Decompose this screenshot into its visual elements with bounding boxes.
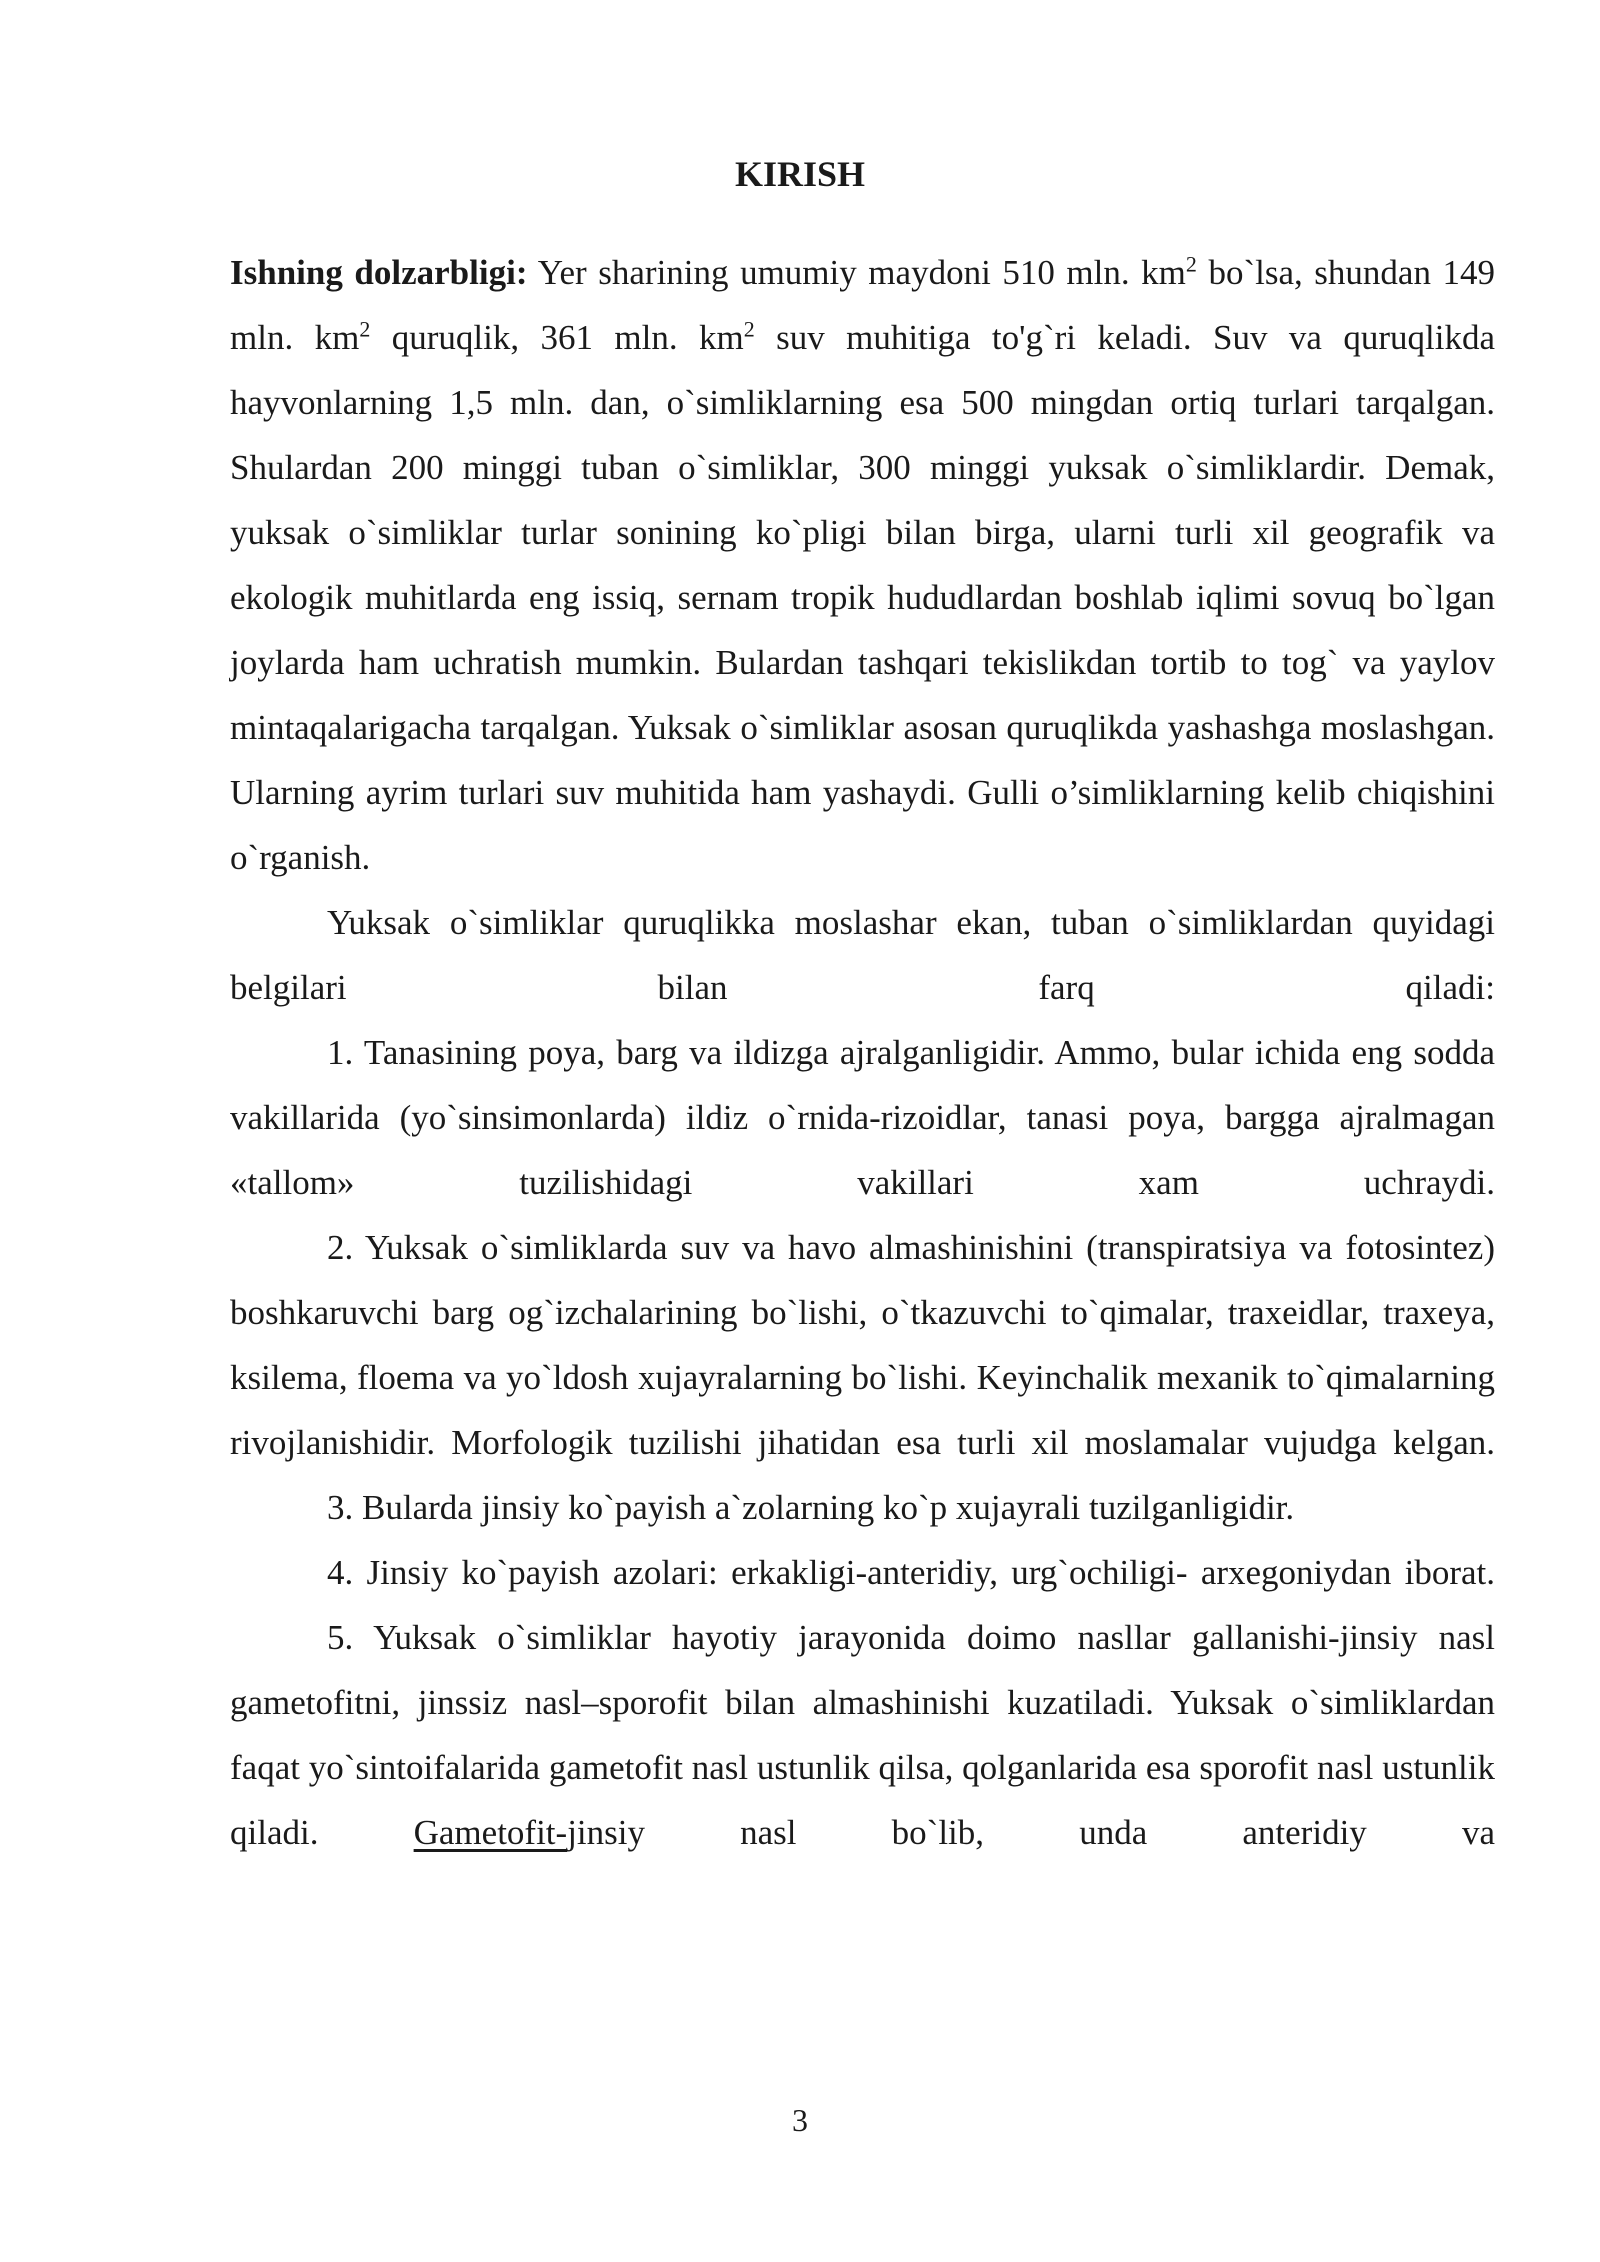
list-item-4: 4. Jinsiy ko`payish azolari: erkakligi-anteridiy, urg`ochiligi- arxegoniydan iborat. xyxy=(327,1553,1495,1592)
superscript: 2 xyxy=(359,316,371,342)
page-number: 3 xyxy=(792,2102,808,2138)
list-item-5 xyxy=(230,1605,1495,1865)
list-item-3: 3. Bularda jinsiy ko`payish a`zolarning ko`p xujayrali tuzilganligidir. xyxy=(327,1488,1295,1527)
paragraph-text: jinsiy nasl bo`lib, unda anteridiy va xyxy=(567,1813,1495,1852)
paragraph-text: bo`lsa, shundan 149 mln. km xyxy=(230,253,1496,357)
paragraph-text: suv muhitiga to'g`ri keladi. Suv va quruqlikda hayvonlarning 1,5 mln. dan, o`simliklarning esa 500 mingdan ortiq turlari tarqalgan. Shulardan 200 minggi tuban o`simliklar, 300 minggi yuksak o`simliklardir. Demak, yuksak o`simliklar turlar sonining ko`pligi bilan birga, ularni turli xil geografik va ekologik muhitlarda eng issiq, sernam tropik hududlardan boshlab iqlimi sovuq bo`lgan joylarda ham uchratish mumkin. Bulardan tashqari tekislikdan tortib to tog` va yaylov mintaqalarigacha tarqalgan. Yuksak o`simliklar asosan quruqlikda yashashga moslashgan. Ularning ayrim turlari suv muhitida ham yashaydi. Gulli o’simliklarning kelib chiqishini o`rganish. xyxy=(230,318,1495,877)
superscript: 2 xyxy=(1185,251,1197,277)
body-text xyxy=(230,240,1495,1865)
list-item-2: 2. Yuksak o`simliklarda suv va havo almashinishini (transpiratsiya va fotosintez) boshkaruvchi barg og`izchalarining bo`lishi, o`tkazuvchi to`qimalar, traxeidlar, traxeya, ksilema, floema va yo`ldosh xujayralarning bo`lishi. Keyinchalik mexanik to`qimalarning rivojlanishidir. Morfologik tuzilishi jihatidan esa turli xil moslamalar vujudga kelgan. xyxy=(230,1228,1495,1462)
list-item-1: 1. Tanasining poya, barg va ildizga ajralganligidir. Ammo, bular ichida eng sodda vakillarida (yo`sinsimonlarda) ildiz o`rnida-rizoidlar, tanasi poya, bargga ajralmagan «tallom» tuzilishidagi vakillari xam uchraydi. xyxy=(230,1033,1495,1202)
paragraph-text: 5. Yuksak o`simliklar hayotiy jarayonida doimo nasllar gallanishi-jinsiy nasl gametofitni, jinssiz nasl–sporofit bilan almashinishi kuzatiladi. Yuksak o`simliklardan faqat yo`sintoifalarida gametofit nasl ustunlik qilsa, qolganlarida esa sporofit nasl ustunlik qiladi. xyxy=(230,1618,1495,1852)
underlined-term: Gametofit- xyxy=(413,1813,568,1852)
page-title: KIRISH xyxy=(734,154,866,194)
paragraph-text: quruqlik, 361 mln. km xyxy=(370,318,744,357)
relevance-heading: Ishning dolzarbligi: xyxy=(230,253,528,292)
superscript: 2 xyxy=(743,316,755,342)
paragraph-intro-list: Yuksak o`simliklar quruqlikka moslashar ekan, tuban o`simliklardan quyidagi belgilari bilan farq qiladi: xyxy=(230,903,1495,1007)
paragraph-text: Yer sharining umumiy maydoni 510 mln. km xyxy=(527,253,1186,292)
paragraph-relevance xyxy=(230,240,1495,890)
